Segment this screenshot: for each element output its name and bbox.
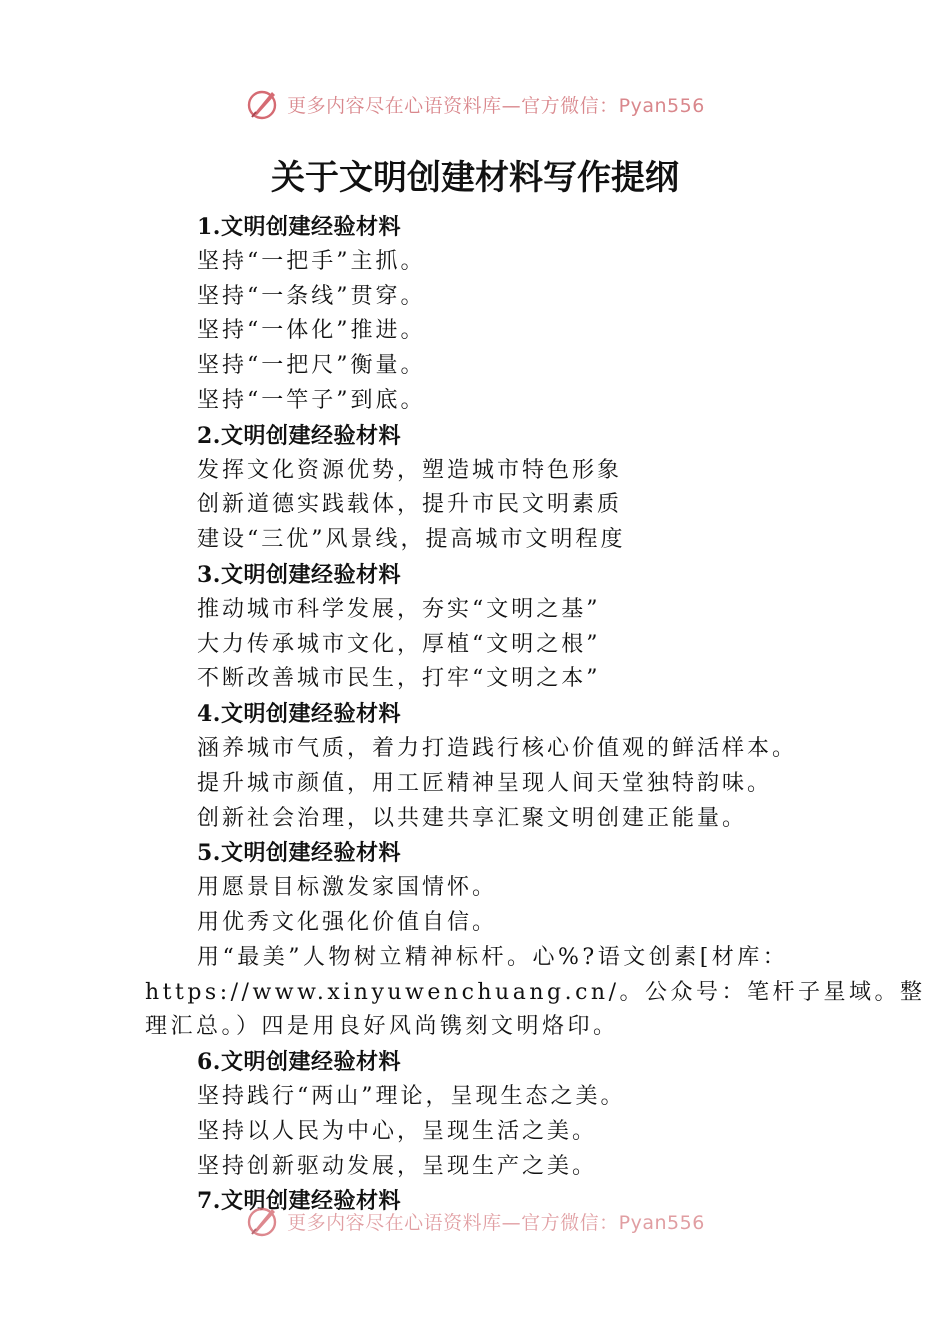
body-line: 坚持践行“两山”理论，呈现生态之美。 (197, 1083, 626, 1109)
body-line: 坚持创新驱动发展，呈现生产之美。 (197, 1153, 598, 1179)
quill-logo-icon (245, 86, 281, 122)
section-heading: 3.文明创建经验材料 (197, 561, 401, 588)
section-heading: 6.文明创建经验材料 (197, 1049, 401, 1076)
document-title: 关于文明创建材料写作提纲 (271, 158, 679, 198)
watermark-footer (0, 1204, 950, 1238)
body-line: 坚持“一竿子”到底。 (197, 387, 426, 413)
document-body (145, 210, 926, 1219)
body-line: 提升城市颜值，用工匠精神呈现人间天堂独特韵味。 (197, 770, 773, 796)
watermark-text: 更多内容尽在心语资料库—官方微信：Pyan556 (287, 94, 705, 117)
body-line: 推动城市科学发展，夯实“文明之基” (197, 596, 601, 622)
quill-logo-icon (245, 1204, 281, 1238)
body-line: 大力传承城市文化，厚植“文明之根” (197, 631, 601, 657)
body-line: 用愿景目标激发家国情怀。 (197, 875, 498, 901)
body-line: 涵养城市气质，着力打造践行核心价值观的鲜活样本。 (197, 735, 798, 761)
body-line: 创新道德实践载体，提升市民文明素质 (197, 492, 623, 518)
watermark-header (0, 84, 950, 124)
body-line: 坚持“一条线”贯穿。 (197, 283, 426, 309)
section-heading: 7.文明创建经验材料 (197, 1188, 401, 1215)
body-line: 理汇总。）四是用良好风尚镌刻文明烙印。 (145, 1014, 619, 1040)
body-line: 坚持以人民为中心，呈现生活之美。 (197, 1118, 598, 1144)
body-line: https://www.xinyuwenchuang.cn/。公众号：笔杆子星域。整 (145, 979, 926, 1005)
section-heading: 5.文明创建经验材料 (197, 840, 401, 867)
body-line: 坚持“一把手”主抓。 (197, 248, 426, 274)
section-heading: 4.文明创建经验材料 (197, 701, 401, 728)
body-line: 坚持“一体化”推进。 (197, 318, 426, 344)
body-line: 坚持“一把尺”衡量。 (197, 353, 426, 379)
body-line: 发挥文化资源优势，塑造城市特色形象 (197, 457, 623, 483)
section-heading: 2.文明创建经验材料 (197, 422, 401, 449)
body-line: 不断改善城市民生，打牢“文明之本” (197, 666, 601, 692)
body-line: 用优秀文化强化价值自信。 (197, 909, 498, 935)
body-line: 建设“三优”风景线，提高城市文明程度 (197, 527, 626, 553)
section-heading: 1.文明创建经验材料 (197, 214, 401, 240)
body-line: 用“最美”人物树立精神标杆。心%?语文创素[材库： (197, 944, 789, 970)
watermark-text: 更多内容尽在心语资料库—官方微信：Pyan556 (287, 1211, 705, 1234)
body-line: 创新社会治理，以共建共享汇聚文明创建正能量。 (197, 805, 748, 831)
